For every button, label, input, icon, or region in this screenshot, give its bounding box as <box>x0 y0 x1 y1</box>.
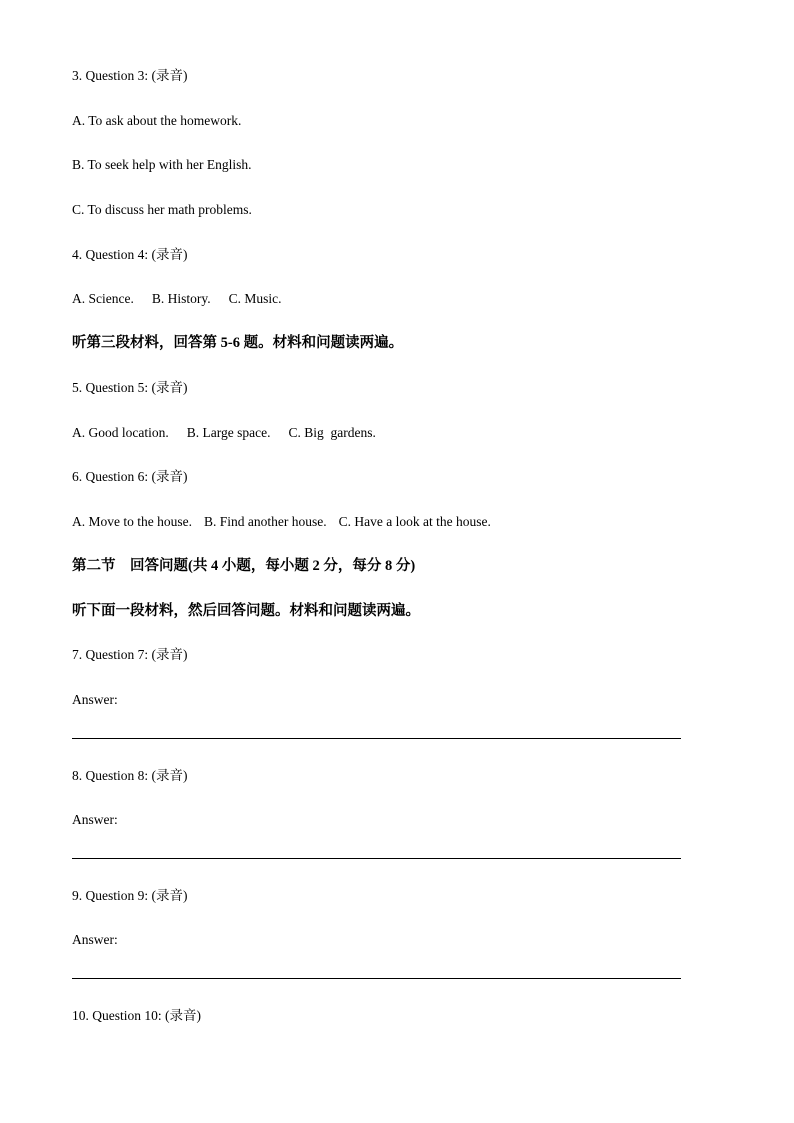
question-7-answer-line[interactable] <box>72 738 681 739</box>
question-6-options <box>72 514 491 530</box>
question-5-options <box>72 425 376 441</box>
question-8-title: 8. Question 8: (录音) <box>72 768 188 783</box>
question-7-title: 7. Question 7: (录音) <box>72 647 188 662</box>
question-3-option-c: C. To discuss her math problems. <box>72 202 252 217</box>
question-6-option-a: A. Move to the house. <box>72 514 192 529</box>
question-4-title: 4. Question 4: (录音) <box>72 247 188 262</box>
question-4-option-b: B. History. <box>151 291 211 306</box>
question-3-title: 3. Question 3: (录音) <box>72 68 188 83</box>
question-9-answer-label: Answer: <box>72 932 118 947</box>
part-2-heading: 第二节 回答问题(共 4 小题，每小题 2 分，每分 8 分) <box>72 558 416 574</box>
question-10-title: 10. Question 10: (录音) <box>72 1008 201 1023</box>
question-6-option-b: B. Find another house. <box>203 514 327 529</box>
question-8-answer-label: Answer: <box>72 812 118 827</box>
section-3-instruction: 听第三段材料，回答第 5-6 题。材料和问题读两遍。 <box>72 335 404 351</box>
question-6-title: 6. Question 6: (录音) <box>72 469 188 484</box>
question-6-option-c: C. Have a look at the house. <box>338 514 491 529</box>
question-5-title: 5. Question 5: (录音) <box>72 380 188 395</box>
question-5-option-a: A. Good location. <box>72 425 169 440</box>
question-4-option-c: C. Music. <box>228 291 282 306</box>
part-2-instruction: 听下面一段材料，然后回答问题。材料和问题读两遍。 <box>72 603 420 619</box>
question-3-option-b: B. To seek help with her English. <box>72 157 252 172</box>
question-9-title: 9. Question 9: (录音) <box>72 888 188 903</box>
question-5-option-c: C. Big gardens. <box>288 425 376 440</box>
question-3-option-a: A. To ask about the homework. <box>72 113 242 128</box>
question-9-answer-line[interactable] <box>72 978 681 979</box>
question-4-option-a: A. Science. <box>72 291 134 306</box>
question-4-options <box>72 291 282 307</box>
question-5-option-b: B. Large space. <box>186 425 271 440</box>
question-8-answer-line[interactable] <box>72 858 681 859</box>
question-7-answer-label: Answer: <box>72 692 118 707</box>
